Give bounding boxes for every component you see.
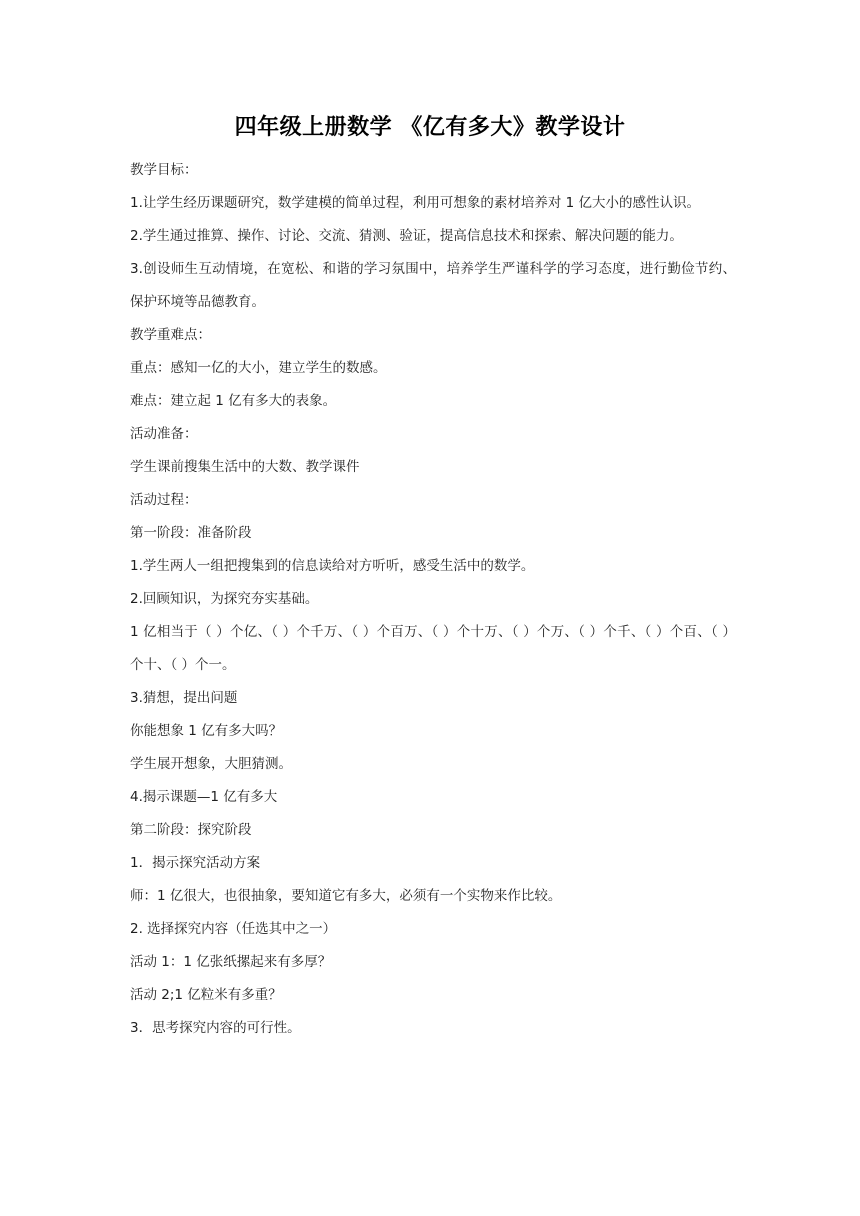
paragraph-difficult-point: 难点：建立起 1 亿有多大的表象。 bbox=[130, 393, 337, 409]
paragraph-stage-1: 第一阶段：准备阶段 bbox=[130, 525, 252, 541]
paragraph-goal-3: 3.创设师生互动情境，在宽松、和谐的学习氛围中，培养学生严谨科学的学习态度，进行勤俭节约、保护环境等品德教育。 bbox=[130, 261, 736, 310]
paragraph-stage-2-step-2: 2. 选择探究内容（任选其中之一） bbox=[130, 921, 337, 937]
paragraph-key-points-heading: 教学重难点： bbox=[130, 327, 211, 343]
paragraph-teaching-goals-heading: 教学目标： bbox=[130, 162, 198, 178]
paragraph-stage-1-step-4: 4.揭示课题—1 亿有多大 bbox=[130, 789, 278, 805]
paragraph-stage-2-step-1: 1．揭示探究活动方案 bbox=[130, 855, 261, 871]
document-body bbox=[130, 154, 736, 1045]
paragraph-preparation: 学生课前搜集生活中的大数、教学课件 bbox=[130, 459, 360, 475]
paragraph-goal-2: 2.学生通过推算、操作、讨论、交流、猜测、验证，提高信息技术和探索、解决问题的能力。 bbox=[130, 228, 683, 244]
paragraph-teacher-remark: 师：1 亿很大，也很抽象，要知道它有多大，必须有一个实物来作比较。 bbox=[130, 888, 562, 904]
paragraph-preparation-heading: 活动准备： bbox=[130, 426, 198, 442]
paragraph-activity-1: 活动 1：1 亿张纸摞起来有多厚？ bbox=[130, 954, 332, 970]
paragraph-goal-1: 1.让学生经历课题研究，数学建模的简单过程，利用可想象的素材培养对 1 亿大小的感性认识。 bbox=[130, 195, 701, 211]
paragraph-stage-1-step-3: 3.猜想，提出问题 bbox=[130, 690, 238, 706]
paragraph-activity-2: 活动 2;1 亿粒米有多重？ bbox=[130, 987, 282, 1003]
paragraph-stage-1-step-2: 2.回顾知识，为探究夯实基础。 bbox=[130, 591, 319, 607]
paragraph-fill-in-blanks: 1 亿相当于（ ）个亿、（ ）个千万、（ ）个百万、（ ）个十万、（ ）个万、（ ）个千、（ ）个百、（ ）个十、（ ）个一。 bbox=[130, 624, 736, 673]
paragraph-stage-2-step-3: 3．思考探究内容的可行性。 bbox=[130, 1020, 301, 1036]
paragraph-question: 你能想象 1 亿有多大吗？ bbox=[130, 723, 283, 739]
paragraph-process-heading: 活动过程： bbox=[130, 492, 198, 508]
paragraph-key-point: 重点：感知一亿的大小，建立学生的数感。 bbox=[130, 360, 387, 376]
paragraph-imagine: 学生展开想象，大胆猜测。 bbox=[130, 756, 292, 772]
paragraph-stage-1-step-1: 1.学生两人一组把搜集到的信息读给对方听听，感受生活中的数学。 bbox=[130, 558, 535, 574]
document-title: 四年级上册数学 《亿有多大》教学设计 bbox=[234, 115, 626, 140]
paragraph-stage-2: 第二阶段：探究阶段 bbox=[130, 822, 252, 838]
